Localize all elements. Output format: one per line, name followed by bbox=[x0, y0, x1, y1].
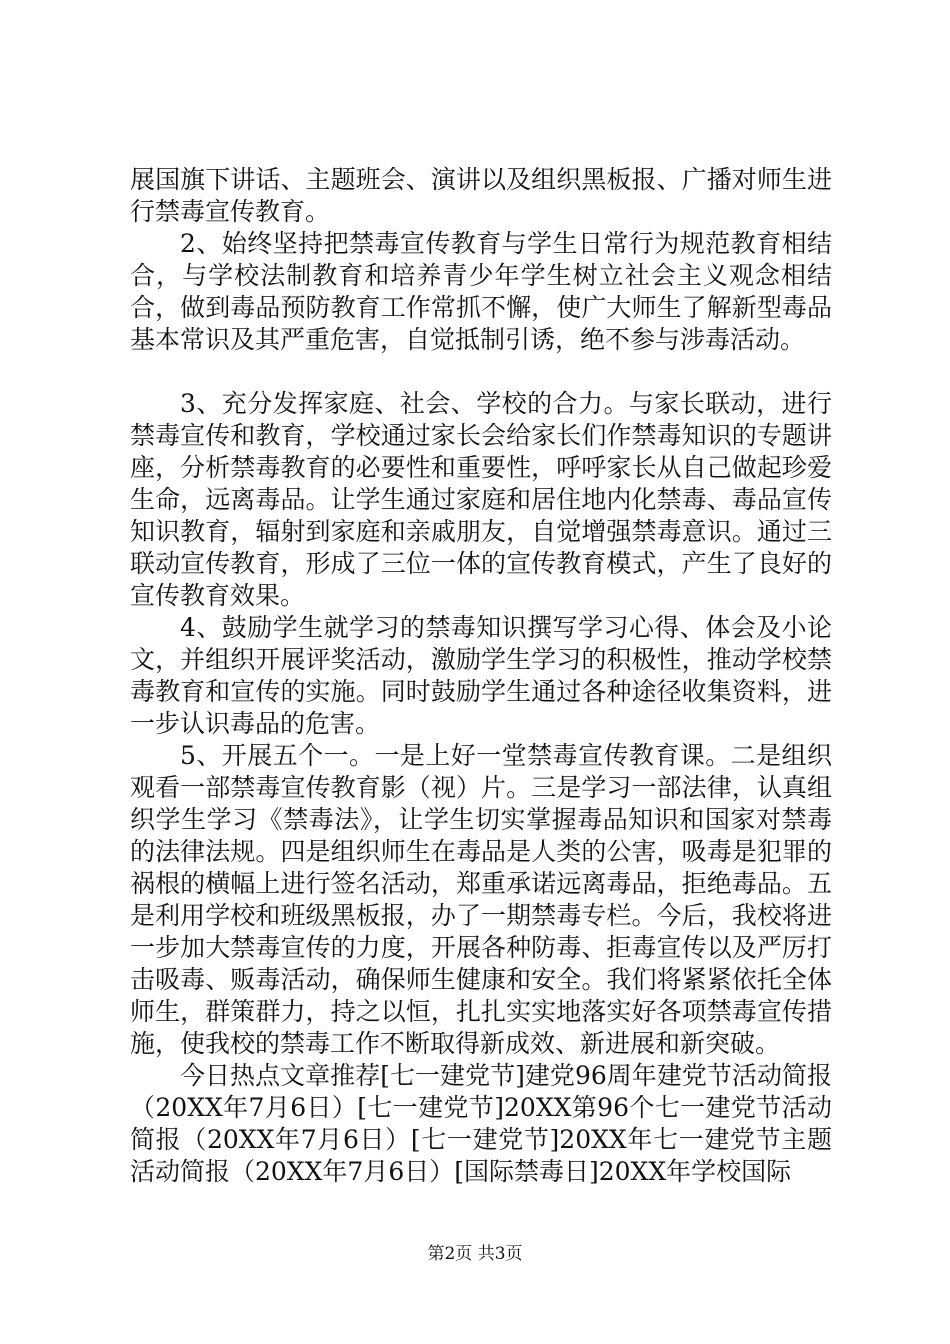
paragraph-continuation: 展国旗下讲话、主题班会、演讲以及组织黑板报、广播对师生进行禁毒宣传教育。 bbox=[130, 165, 832, 226]
paragraph-recommendations: 今日热点文章推荐[七一建党节]建党96周年建党节活动简报（20XX年7月6日）[七一建党节]20XX第96个七一建党节活动简报（20XX年7月6日）[七一建党节]20XX年七一建党节主题活动简报（20XX年7月6日）[国际禁毒日]20XX年学校国际 bbox=[130, 1061, 832, 1186]
paragraph-gap bbox=[130, 356, 832, 388]
paragraph-item-2: 2、始终坚持把禁毒宣传教育与学生日常行为规范教育相结合，与学校法制教育和培养青少年学生树立社会主义观念相结合，做到毒品预防教育工作常抓不懈，使广大师生了解新型毒品基本常识及其严重危害，自觉抵制引诱，绝不参与涉毒活动。 bbox=[130, 229, 832, 354]
paragraph-item-5: 5、开展五个一。一是上好一堂禁毒宣传教育课。二是组织观看一部禁毒宣传教育影（视）片。三是学习一部法律，认真组织学生学习《禁毒法》，让学生切实掌握毒品知识和国家对禁毒的法律法规。四是组织师生在毒品是人类的公害，吸毒是犯罪的祸根的横幅上进行签名活动，郑重承诺远离毒品，拒绝毒品。五是利用学校和班级黑板报，办了一期禁毒专栏。今后，我校将进一步加大禁毒宣传的力度，开展各种防毒、拒毒宣传以及严厉打击吸毒、贩毒活动，确保师生健康和安全。我们将紧紧依托全体师生，群策群力，持之以恒，扎扎实实地落实好各项禁毒宣传措施，使我校的禁毒工作不断取得新成效、新进展和新突破。 bbox=[130, 741, 832, 1058]
document-body bbox=[130, 164, 832, 1188]
page-number-footer: 第2页 共3页 bbox=[427, 1244, 523, 1264]
paragraph-item-4: 4、鼓励学生就学习的禁毒知识撰写学习心得、体会及小论文，并组织开展评奖活动，激励学生学习的积极性，推动学校禁毒教育和宣传的实施。同时鼓励学生通过各种途径收集资料，进一步认识毒品的危害。 bbox=[130, 613, 832, 738]
paragraph-item-3: 3、充分发挥家庭、社会、学校的合力。与家长联动，进行禁毒宣传和教育，学校通过家长会给家长们作禁毒知识的专题讲座，分析禁毒教育的必要性和重要性，呼呼家长从自己做起珍爱生命，远离毒品。让学生通过家庭和居住地内化禁毒、毒品宣传知识教育，辐射到家庭和亲戚朋友，自觉增强禁毒意识。通过三联动宣传教育，形成了三位一体的宣传教育模式，产生了良好的宣传教育效果。 bbox=[130, 389, 832, 610]
